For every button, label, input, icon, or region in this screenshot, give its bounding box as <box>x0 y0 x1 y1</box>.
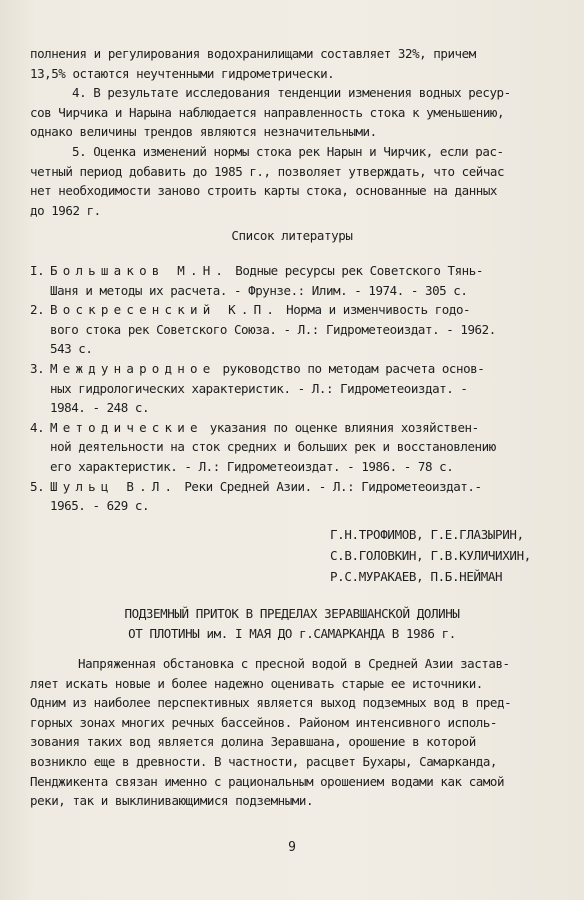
reference-number: I. <box>30 263 45 278</box>
reference-text: 1984. - 248 с. <box>50 400 150 416</box>
reference-number: 2. <box>30 302 45 318</box>
text-line: полнения и регулирования водохранилищами составляет 32%, причем <box>30 46 476 61</box>
references-heading: Список литературы <box>231 228 353 243</box>
reference-text: 1965. - 629 с. <box>50 498 150 514</box>
text-line: Пенджикента связан именно с рациональным орошением водами как самой <box>30 773 505 789</box>
text-line: однако величины трендов являются незначительными. <box>30 124 377 140</box>
reference-text: ных гидрологических характеристик. - Л.: Гидрометеоиздат. - <box>50 380 468 396</box>
reference-text: его характеристик. - Л.: Гидрометеоиздат. - 1986. - 78 с. <box>50 458 454 474</box>
body-text-block <box>30 654 550 811</box>
author-line: С.В.ГОЛОВКИН, Г.В.КУЛИЧИХИН, <box>330 548 531 563</box>
reference-text: ной деятельности на сток средних и больших рек и восстановлению <box>50 439 496 455</box>
text-line: зования таких вод является долина Зеравшана, орошение в которой <box>30 734 476 750</box>
text-line: 5. Оценка изменений нормы стока рек Нарын и Чирчик, если рас- <box>72 143 504 159</box>
reference-author: Большаков М.Н. <box>50 263 229 278</box>
authors-block <box>330 524 531 587</box>
reference-item-2-line <box>30 300 550 320</box>
reference-author: Международное <box>50 360 216 376</box>
article-title-line: ПОДЗЕМНЫЙ ПРИТОК В ПРЕДЕЛАХ ЗЕРАВШАНСКОЙ ДОЛИНЫ <box>124 606 460 621</box>
reference-number: 3. <box>30 360 45 376</box>
reference-text: Реки Средней Азии. - Л.: Гидрометеоиздат.- <box>184 478 482 494</box>
reference-item-3-line <box>30 359 550 379</box>
reference-item-4-line <box>30 418 550 438</box>
reference-number: 4. <box>30 419 45 435</box>
reference-item-5-line <box>30 477 550 497</box>
text-line: ляет искать новые и более надежно оценивать старые ее источники. <box>30 675 483 691</box>
text-line: Напряженная обстановка с пресной водой в Средней Азии застав- <box>78 656 510 671</box>
text-line: сов Чирчика и Нарына наблюдается направленность стока к уменьшению, <box>30 104 505 120</box>
reference-text: Водные ресурсы рек Советского Тянь- <box>235 263 483 278</box>
reference-author: Методические <box>50 419 203 435</box>
text-line: четный период добавить до 1985 г., позволяет утверждать, что сейчас <box>30 163 505 179</box>
reference-text: указания по оценке влияния хозяйствен- <box>209 419 479 435</box>
text-line: 4. В результате исследования тенденции изменения водных ресур- <box>72 85 511 101</box>
page-number: 9 <box>288 840 296 855</box>
text-line: горных зонах многих речных бассейнов. Районом интенсивного исполь- <box>30 714 497 730</box>
reference-author: Шульц В.Л. <box>50 478 178 494</box>
reference-text: 543 с. <box>50 341 93 357</box>
reference-text: Норма и изменчивость годо- <box>286 302 471 318</box>
text-line: до 1962 г. <box>30 202 101 218</box>
text-line: реки, так и выклинивающимися подземными. <box>30 793 314 809</box>
reference-text: Шаня и методы их расчета. - Фрунзе.: Илим. - 1974. - 305 с. <box>50 282 468 298</box>
reference-text: вого стока рек Советского Союза. - Л.: Гидрометеоиздат. - 1962. <box>50 321 496 337</box>
text-line: Одним из наиболее перспективных является выход подземных вод в пред- <box>30 695 512 711</box>
article-title-line: ОТ ПЛОТИНЫ им. I МАЯ ДО г.САМАРКАНДА В 1986 г. <box>128 626 456 641</box>
reference-author: Воскресенский К.П. <box>50 302 280 318</box>
reference-item-1-line <box>30 261 550 281</box>
reference-text: руководство по методам расчета основ- <box>222 360 485 376</box>
references-list <box>30 261 550 516</box>
text-line: нет необходимости заново строить карты стока, основанные на данных <box>30 183 497 199</box>
text-line: 13,5% остаются неучтенными гидрометрически. <box>30 65 335 81</box>
reference-number: 5. <box>30 478 45 494</box>
article-title <box>0 604 584 644</box>
text-line: возникло еще в древности. В частности, расцвет Бухары, Самарканда, <box>30 753 497 769</box>
top-text-block <box>30 44 550 220</box>
author-line: Р.С.МУРАКАЕВ, П.Б.НЕЙМАН <box>330 569 503 584</box>
author-line: Г.Н.ТРОФИМОВ, Г.Е.ГЛАЗЫРИН, <box>330 527 524 542</box>
